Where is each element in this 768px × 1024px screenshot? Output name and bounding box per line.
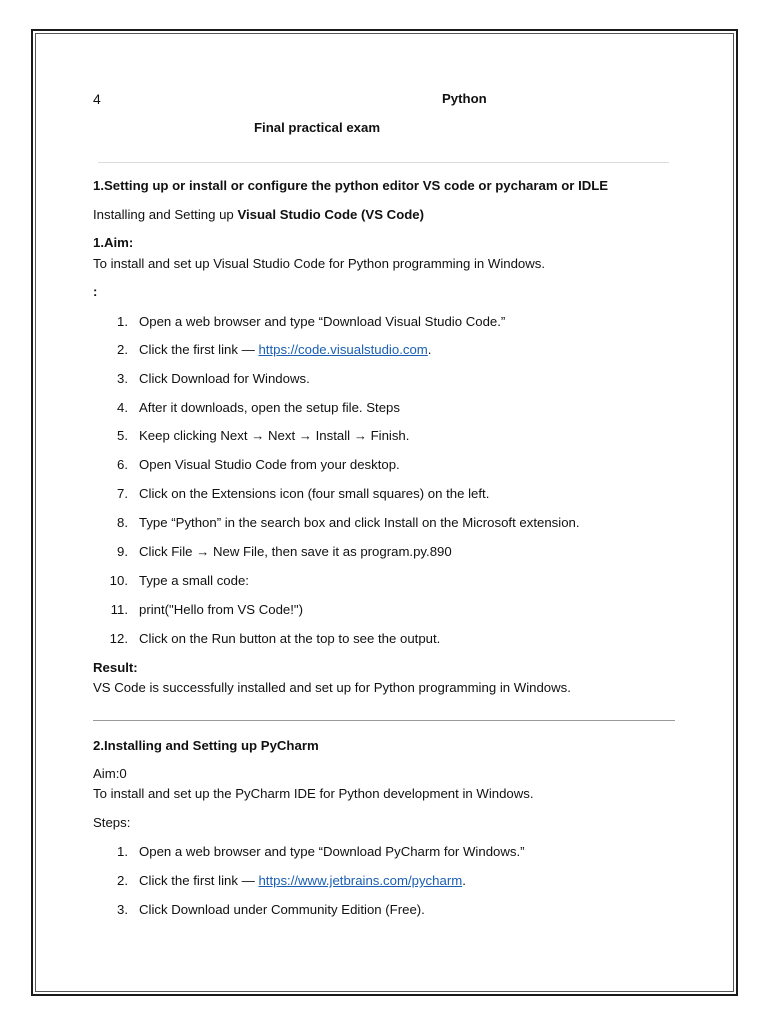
list-item-text: Open Visual Studio Code from your desktop. xyxy=(139,457,400,472)
section2-heading: 2.Installing and Setting up PyCharm xyxy=(93,738,319,753)
section2-aim-label: Aim:0 xyxy=(93,766,127,781)
list-item-number: 2. xyxy=(117,873,128,888)
section1-heading: 1.Setting up or install or configure the python editor VS code or pycharam or IDLE xyxy=(93,178,609,193)
list-item-text: Type “Python” in the search box and click Install on the Microsoft extension. xyxy=(139,515,580,530)
section1-intro-prefix: Installing and Setting up xyxy=(93,207,238,222)
list-item-number: 7. xyxy=(117,486,128,501)
list-item-text-prefix: Click the first link — xyxy=(139,873,259,888)
list-item-text: print("Hello from VS Code!") xyxy=(139,602,304,617)
list-item-text-prefix: Click the first link — xyxy=(139,342,259,357)
list-item-number: 10. xyxy=(109,573,128,588)
pycharm-download-link[interactable]: https://www.jetbrains.com/pycharm xyxy=(258,873,463,888)
list-item-text: Open a web browser and type “Download PyCharm for Windows.” xyxy=(139,844,525,859)
list-item-text: Keep clicking Next → Next → Install → Finish. xyxy=(139,428,410,443)
subject-title: Python xyxy=(442,91,487,106)
header-divider xyxy=(98,162,669,163)
list-item-text xyxy=(139,873,466,888)
list-item-number: 1. xyxy=(117,844,128,859)
list-item-number: 5. xyxy=(117,428,128,443)
section-divider xyxy=(93,720,675,721)
list-item-number: 11. xyxy=(110,602,128,617)
section1-colon: : xyxy=(93,284,98,299)
exam-title: Final practical exam xyxy=(254,120,381,135)
list-item-number: 1. xyxy=(117,314,128,329)
list-item-number: 9. xyxy=(117,544,128,559)
list-item-number: 2. xyxy=(117,342,128,357)
section2-aim-text: To install and set up the PyCharm IDE for Python development in Windows. xyxy=(93,786,534,801)
list-item-text: Click File → New File, then save it as program.py.890 xyxy=(139,544,452,559)
list-item-text: Click on the Run button at the top to see the output. xyxy=(139,631,441,646)
list-item-text-suffix: . xyxy=(427,342,432,357)
section1-aim-text: To install and set up Visual Studio Code for Python programming in Windows. xyxy=(93,256,546,271)
section1-intro xyxy=(93,207,424,222)
list-item-number: 12. xyxy=(109,631,128,646)
list-item-text xyxy=(139,342,431,357)
list-item-text: Click on the Extensions icon (four small squares) on the left. xyxy=(139,486,490,501)
list-item-number: 6. xyxy=(117,457,128,472)
vscode-download-link[interactable]: https://code.visualstudio.com xyxy=(258,342,428,357)
section1-result-text: VS Code is successfully installed and set up for Python programming in Windows. xyxy=(93,680,571,695)
list-item-text: After it downloads, open the setup file. Steps xyxy=(139,400,400,415)
list-item-number: 3. xyxy=(117,902,128,917)
section1-aim-label: 1.Aim: xyxy=(93,235,134,250)
list-item-number: 4. xyxy=(117,400,128,415)
list-item-text: Open a web browser and type “Download Visual Studio Code.” xyxy=(139,314,506,329)
list-item-text: Click Download for Windows. xyxy=(139,371,310,386)
list-item-number: 3. xyxy=(117,371,128,386)
list-item-text: Type a small code: xyxy=(139,573,249,588)
list-item-text: Click Download under Community Edition (Free). xyxy=(139,902,425,917)
list-item-text-suffix: . xyxy=(462,873,466,888)
page-number: 4 xyxy=(93,91,101,107)
section1-result-label: Result: xyxy=(93,660,138,675)
section2-steps-label: Steps: xyxy=(93,815,131,830)
list-item-number: 8. xyxy=(117,515,128,530)
section1-intro-bold: Visual Studio Code (VS Code) xyxy=(237,207,425,222)
